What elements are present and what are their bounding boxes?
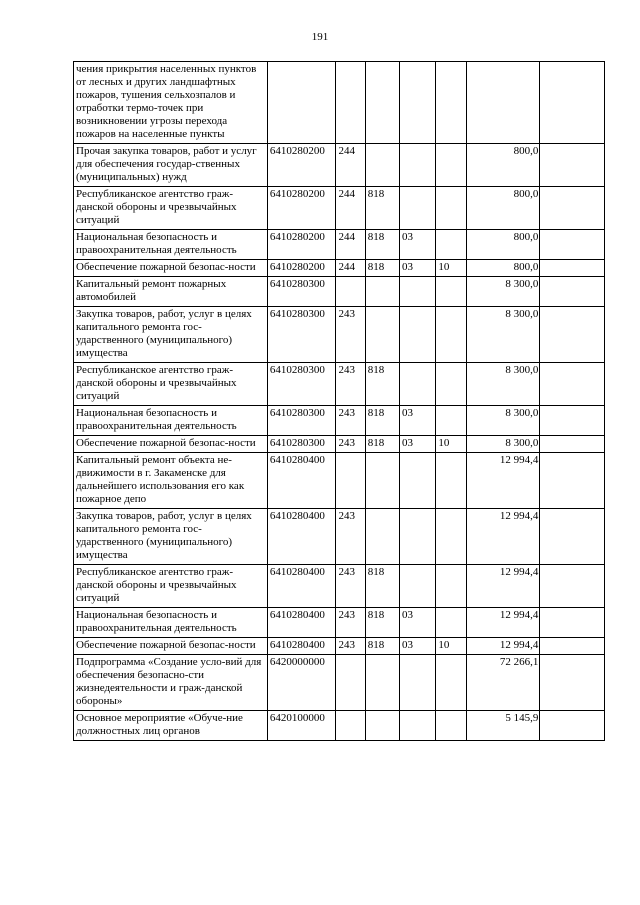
table-row	[74, 307, 605, 363]
subsection-cell	[436, 144, 466, 187]
section-cell	[400, 655, 436, 711]
section-cell	[400, 307, 436, 363]
item-name-cell: Подпрограмма «Создание усло-вий для обеспечения безопасно-сти жизнедеятельности и граж-данской обороны»	[74, 655, 268, 711]
subsection-cell	[436, 62, 466, 144]
expense-type-cell	[336, 62, 365, 144]
item-name-cell: Основное мероприятие «Обуче-ние должностных лиц органов	[74, 711, 268, 741]
section-cell	[400, 62, 436, 144]
agency-code-cell	[365, 509, 399, 565]
table-row	[74, 711, 605, 741]
subsection-cell	[436, 608, 466, 638]
expense-type-cell: 244	[336, 144, 365, 187]
subsection-cell: 10	[436, 436, 466, 453]
subsection-cell	[436, 277, 466, 307]
agency-code-cell	[365, 62, 399, 144]
table-row	[74, 436, 605, 453]
table-row	[74, 453, 605, 509]
agency-code-cell: 818	[365, 260, 399, 277]
expense-type-cell: 243	[336, 436, 365, 453]
expense-type-cell: 243	[336, 307, 365, 363]
extra-cell	[540, 187, 605, 230]
target-article-cell: 6410280300	[267, 277, 336, 307]
item-name-cell: Республиканское агентство граж-данской обороны и чрезвычайных ситуаций	[74, 187, 268, 230]
agency-code-cell: 818	[365, 608, 399, 638]
amount-cell: 800,0	[466, 230, 540, 260]
expense-type-cell: 243	[336, 406, 365, 436]
section-cell	[400, 363, 436, 406]
section-cell	[400, 277, 436, 307]
amount-cell: 5 145,9	[466, 711, 540, 741]
target-article-cell: 6410280200	[267, 260, 336, 277]
agency-code-cell	[365, 307, 399, 363]
subsection-cell	[436, 307, 466, 363]
item-name-cell: Закупка товаров, работ, услуг в целях капитального ремонта гос-ударственного (муниципального) имущества	[74, 307, 268, 363]
amount-cell: 8 300,0	[466, 277, 540, 307]
table-row	[74, 565, 605, 608]
table-body	[74, 62, 605, 741]
table-row	[74, 277, 605, 307]
agency-code-cell	[365, 144, 399, 187]
agency-code-cell: 818	[365, 363, 399, 406]
target-article-cell: 6410280400	[267, 565, 336, 608]
table-row	[74, 406, 605, 436]
section-cell: 03	[400, 638, 436, 655]
target-article-cell: 6410280300	[267, 406, 336, 436]
extra-cell	[540, 655, 605, 711]
extra-cell	[540, 565, 605, 608]
target-article-cell: 6420000000	[267, 655, 336, 711]
item-name-cell: Национальная безопасность и правоохранительная деятельность	[74, 406, 268, 436]
amount-cell: 8 300,0	[466, 307, 540, 363]
subsection-cell	[436, 453, 466, 509]
item-name-cell: чения прикрытия населенных пунктов от лесных и других ландшафтных пожаров, тушения сельхозпалов и отработки термо-точек при возникновении угрозы перехода пожаров на населенные пункты	[74, 62, 268, 144]
agency-code-cell: 818	[365, 406, 399, 436]
target-article-cell: 6410280200	[267, 187, 336, 230]
expense-type-cell	[336, 453, 365, 509]
subsection-cell	[436, 565, 466, 608]
amount-cell: 12 994,4	[466, 638, 540, 655]
extra-cell	[540, 307, 605, 363]
agency-code-cell	[365, 655, 399, 711]
subsection-cell	[436, 655, 466, 711]
expense-type-cell: 243	[336, 363, 365, 406]
expense-type-cell	[336, 711, 365, 741]
target-article-cell: 6410280200	[267, 230, 336, 260]
item-name-cell: Капитальный ремонт пожарных автомобилей	[74, 277, 268, 307]
extra-cell	[540, 608, 605, 638]
extra-cell	[540, 436, 605, 453]
section-cell: 03	[400, 406, 436, 436]
table-row	[74, 260, 605, 277]
target-article-cell	[267, 62, 336, 144]
subsection-cell	[436, 509, 466, 565]
target-article-cell: 6410280400	[267, 608, 336, 638]
item-name-cell: Республиканское агентство граж-данской обороны и чрезвычайных ситуаций	[74, 565, 268, 608]
amount-cell: 12 994,4	[466, 509, 540, 565]
item-name-cell: Республиканское агентство граж-данской обороны и чрезвычайных ситуаций	[74, 363, 268, 406]
section-cell: 03	[400, 436, 436, 453]
extra-cell	[540, 230, 605, 260]
extra-cell	[540, 406, 605, 436]
subsection-cell: 10	[436, 638, 466, 655]
item-name-cell: Национальная безопасность и правоохранительная деятельность	[74, 230, 268, 260]
table-row	[74, 144, 605, 187]
target-article-cell: 6420100000	[267, 711, 336, 741]
table-row	[74, 638, 605, 655]
amount-cell: 8 300,0	[466, 436, 540, 453]
item-name-cell: Закупка товаров, работ, услуг в целях капитального ремонта гос-ударственного (муниципального) имущества	[74, 509, 268, 565]
table-row	[74, 363, 605, 406]
amount-cell: 12 994,4	[466, 453, 540, 509]
expense-type-cell: 244	[336, 230, 365, 260]
expense-type-cell	[336, 655, 365, 711]
subsection-cell: 10	[436, 260, 466, 277]
table-row	[74, 62, 605, 144]
amount-cell: 8 300,0	[466, 363, 540, 406]
extra-cell	[540, 509, 605, 565]
item-name-cell: Обеспечение пожарной безопас-ности	[74, 638, 268, 655]
extra-cell	[540, 711, 605, 741]
amount-cell: 8 300,0	[466, 406, 540, 436]
amount-cell: 800,0	[466, 187, 540, 230]
subsection-cell	[436, 230, 466, 260]
target-article-cell: 6410280300	[267, 363, 336, 406]
extra-cell	[540, 144, 605, 187]
section-cell	[400, 509, 436, 565]
target-article-cell: 6410280300	[267, 307, 336, 363]
item-name-cell: Обеспечение пожарной безопас-ности	[74, 260, 268, 277]
agency-code-cell: 818	[365, 436, 399, 453]
extra-cell	[540, 260, 605, 277]
subsection-cell	[436, 406, 466, 436]
expense-type-cell: 243	[336, 608, 365, 638]
section-cell	[400, 565, 436, 608]
target-article-cell: 6410280400	[267, 453, 336, 509]
agency-code-cell	[365, 711, 399, 741]
amount-cell	[466, 62, 540, 144]
target-article-cell: 6410280400	[267, 509, 336, 565]
expense-type-cell	[336, 277, 365, 307]
section-cell: 03	[400, 608, 436, 638]
extra-cell	[540, 277, 605, 307]
agency-code-cell	[365, 277, 399, 307]
table-row	[74, 230, 605, 260]
target-article-cell: 6410280300	[267, 436, 336, 453]
extra-cell	[540, 363, 605, 406]
amount-cell: 800,0	[466, 144, 540, 187]
agency-code-cell: 818	[365, 638, 399, 655]
expense-type-cell: 243	[336, 509, 365, 565]
item-name-cell: Обеспечение пожарной безопас-ности	[74, 436, 268, 453]
extra-cell	[540, 62, 605, 144]
target-article-cell: 6410280400	[267, 638, 336, 655]
amount-cell: 12 994,4	[466, 608, 540, 638]
section-cell: 03	[400, 230, 436, 260]
subsection-cell	[436, 363, 466, 406]
item-name-cell: Национальная безопасность и правоохранительная деятельность	[74, 608, 268, 638]
agency-code-cell: 818	[365, 565, 399, 608]
subsection-cell	[436, 711, 466, 741]
amount-cell: 72 266,1	[466, 655, 540, 711]
expense-type-cell: 244	[336, 260, 365, 277]
amount-cell: 800,0	[466, 260, 540, 277]
target-article-cell: 6410280200	[267, 144, 336, 187]
agency-code-cell	[365, 453, 399, 509]
table-row	[74, 509, 605, 565]
subsection-cell	[436, 187, 466, 230]
expense-type-cell: 244	[336, 187, 365, 230]
table-row	[74, 655, 605, 711]
section-cell	[400, 144, 436, 187]
section-cell: 03	[400, 260, 436, 277]
section-cell	[400, 711, 436, 741]
amount-cell: 12 994,4	[466, 565, 540, 608]
section-cell	[400, 187, 436, 230]
expense-type-cell: 243	[336, 565, 365, 608]
agency-code-cell: 818	[365, 187, 399, 230]
table-row	[74, 187, 605, 230]
expense-type-cell: 243	[336, 638, 365, 655]
table-row	[74, 608, 605, 638]
extra-cell	[540, 453, 605, 509]
agency-code-cell: 818	[365, 230, 399, 260]
item-name-cell: Прочая закупка товаров, работ и услуг для обеспечения государ-ственных (муниципальных) нужд	[74, 144, 268, 187]
budget-table	[73, 61, 605, 741]
page-number: 191	[311, 31, 329, 43]
item-name-cell: Капитальный ремонт объекта не-движимости в г. Закаменске для дальнейшего использования его как пожарное депо	[74, 453, 268, 509]
section-cell	[400, 453, 436, 509]
extra-cell	[540, 638, 605, 655]
